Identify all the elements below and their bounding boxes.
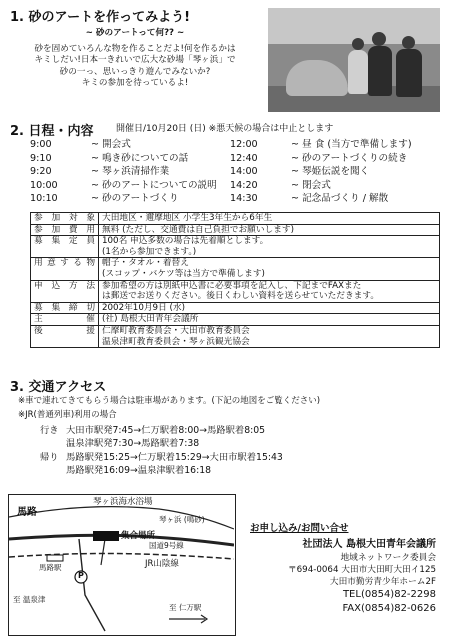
access-map xyxy=(8,494,236,636)
section1-title: 1. 砂のアートを作ってみよう! xyxy=(10,10,191,25)
schedule-item xyxy=(30,138,217,152)
schedule-item xyxy=(30,165,217,179)
info-value-line: (スコップ・バケツ等は当方で準備します) xyxy=(102,269,265,280)
schedule-time: 9:00 xyxy=(30,139,52,150)
train-line: 温泉津駅発7:30→馬路駅着7:38 xyxy=(66,438,200,450)
info-value-line: 100名 申込多数の場合は先着順とします。 xyxy=(102,236,269,247)
section2-title: 2. 日程・内容 xyxy=(10,124,94,139)
schedule-left xyxy=(30,138,217,206)
person xyxy=(396,49,422,97)
info-value-line: (1名から参加できます。) xyxy=(102,246,197,257)
schedule-time: 9:10 xyxy=(30,152,52,164)
info-label: 参加費用 xyxy=(31,224,99,236)
person xyxy=(368,46,392,96)
info-row xyxy=(31,326,440,348)
schedule-text: ~ 琴姫伝説を聞く xyxy=(291,166,370,178)
info-row xyxy=(31,258,440,280)
intro-line: キミの参加を待っているよ! xyxy=(81,78,189,89)
schedule-text: ~ 開会式 xyxy=(91,139,131,150)
map-label-yunotsu: 至 温泉津 xyxy=(13,595,46,604)
schedule-time: 10:10 xyxy=(30,193,58,205)
info-row xyxy=(31,280,440,302)
schedule-item xyxy=(230,138,412,152)
info-label: 用意する物 xyxy=(31,258,99,280)
schedule-text: ~ 砂のアートについての説明 xyxy=(91,179,217,191)
info-value xyxy=(99,280,440,302)
map-label-beach: 琴ヶ浜海水浴場 xyxy=(93,497,153,507)
info-value-line: 大田地区・邇摩地区 小学生3年生から6年生 xyxy=(102,213,273,223)
info-label: 申込方法 xyxy=(31,280,99,302)
contact-tel: TEL(0854)82-2298 xyxy=(342,588,436,600)
info-row xyxy=(31,302,440,314)
sand-art-photo xyxy=(268,8,440,112)
schedule-text: ~ 砂のアートづくりの続き xyxy=(291,152,408,164)
schedule-text: ~ 昼 食 (当方で準備します) xyxy=(291,139,412,150)
contact-fax: FAX(0854)82-0626 xyxy=(342,602,436,614)
schedule-item xyxy=(230,165,412,179)
contact-address2: 大田市勤労青少年ホーム2F xyxy=(329,576,436,587)
info-table xyxy=(30,212,440,348)
info-value-line: 帽子・タオル・着替え xyxy=(102,258,189,269)
venue-marker xyxy=(93,531,119,541)
info-value xyxy=(99,314,440,326)
info-value-line: は郵送でお送りください。後日くわしい資料を送らせていただきます。 xyxy=(102,291,380,302)
info-value xyxy=(99,224,440,236)
jr-note: ※JR(普通列車)利用の場合 xyxy=(18,410,117,420)
schedule-item xyxy=(30,179,217,193)
info-row xyxy=(31,314,440,326)
map-label-venue: 集合場所 xyxy=(121,531,156,541)
section1-subtitle: ~ 砂のアートって何?? ~ xyxy=(85,28,185,38)
schedule-item xyxy=(230,152,412,166)
info-label: 後 援 xyxy=(31,326,99,348)
info-value xyxy=(99,236,440,258)
person-head xyxy=(352,38,364,50)
schedule-time: 14:20 xyxy=(230,179,258,191)
section1-intro xyxy=(10,44,260,89)
access-road xyxy=(101,539,105,565)
map-label-nima: 至 仁万駅 xyxy=(169,603,202,612)
info-value xyxy=(99,258,440,280)
schedule-time: 10:00 xyxy=(30,179,58,191)
info-value xyxy=(99,302,440,314)
schedule-time: 14:00 xyxy=(230,166,258,178)
contact-committee: 地域ネットワーク委員会 xyxy=(340,552,436,563)
going-label: 行き xyxy=(40,425,59,436)
info-value xyxy=(99,326,440,348)
contact-address1: 〒694-0064 大田市大田町大田イ125 xyxy=(287,564,436,575)
jr-line xyxy=(9,554,234,560)
map-label-station: 馬路駅 xyxy=(39,563,62,572)
date-note: 開催日/10月20日 (日) ※悪天候の場合は中止とします xyxy=(116,124,334,134)
info-table-wrapper xyxy=(30,212,440,348)
schedule-text: ~ 記念品づくり / 解散 xyxy=(291,193,389,205)
info-value-line: (社) 島根大田青年会議所 xyxy=(102,314,199,325)
info-label: 主 催 xyxy=(31,314,99,326)
train-line: 馬路駅発16:09→温泉津駅着16:18 xyxy=(66,465,212,477)
schedule-time: 14:30 xyxy=(230,193,258,205)
intro-line: キミしだい!日本一きれいで広大な砂場「琴ヶ浜」で xyxy=(34,55,236,66)
info-label: 募集定員 xyxy=(31,236,99,258)
schedule-text: ~ 閉会式 xyxy=(291,179,331,191)
info-row xyxy=(31,224,440,236)
intro-line: 砂を固めていろんな物を作ることだよ!何を作るかは xyxy=(34,44,236,54)
info-label: 参加対象 xyxy=(31,213,99,225)
schedule-right xyxy=(230,138,412,206)
info-value-line: 2002年10月9日 (水) xyxy=(102,302,185,313)
schedule-item xyxy=(230,179,412,193)
info-value-line: 参加希望の方は別紙申込書に必要事項を記入し、下記までFAXまた xyxy=(102,280,362,291)
train-line: 馬路駅発15:25→仁万駅着15:29→大田市駅着15:43 xyxy=(66,451,283,463)
train-times xyxy=(40,424,283,478)
info-label: 募集締切 xyxy=(31,302,99,314)
section3-title: 3. 交通アクセス xyxy=(10,380,107,395)
station-marker xyxy=(47,555,63,561)
parking-note: ※車で連れてきてもらう場合は駐車場があります。(下記の地図をご覧ください) xyxy=(18,396,321,406)
contact-block xyxy=(240,538,436,615)
schedule-time: 12:40 xyxy=(230,152,258,164)
schedule-time: 9:20 xyxy=(30,166,52,178)
map-label-route9: 国道9号線 xyxy=(149,541,184,550)
person-head xyxy=(402,36,415,49)
schedule-item xyxy=(30,152,217,166)
schedule-time: 12:00 xyxy=(230,139,258,150)
map-label-maji: 馬路 xyxy=(17,507,37,518)
schedule-text: ~ 鳴き砂についての話 xyxy=(91,152,189,164)
info-row xyxy=(31,236,440,258)
info-value-line: 無料 (ただし、交通費は自己負担でお願いします) xyxy=(102,224,294,235)
sand-sculpture xyxy=(286,60,348,96)
map-label-jr: JR山陰線 xyxy=(145,559,179,569)
schedule-item xyxy=(230,192,412,206)
intro-line: 砂の一っ、思いっきり遊んでみないか? xyxy=(59,66,211,77)
contact-org: 社団法人 島根大田青年会議所 xyxy=(302,539,436,550)
info-value xyxy=(99,213,440,225)
info-value-line: 温泉津町教育委員会・琴ヶ浜観光協会 xyxy=(102,336,250,347)
info-row xyxy=(31,213,440,225)
info-value-line: 仁摩町教育委員会・大田市教育委員会 xyxy=(102,326,250,337)
map-label-kotogahama: 琴ヶ浜 (鳴砂) xyxy=(159,515,205,524)
return-label: 帰り xyxy=(40,451,59,463)
schedule-item xyxy=(30,192,217,206)
person xyxy=(348,50,368,94)
schedule-text: ~ 砂のアートづくり xyxy=(91,193,179,205)
train-line: 大田市駅発7:45→仁万駅着8:00→馬路駅着8:05 xyxy=(66,425,266,436)
contact-heading: お申し込み/お問い合せ xyxy=(250,523,349,534)
person-head xyxy=(372,32,386,46)
map-label-p: P xyxy=(78,571,84,580)
schedule-text: ~ 琴ヶ浜清掃作業 xyxy=(91,166,170,178)
